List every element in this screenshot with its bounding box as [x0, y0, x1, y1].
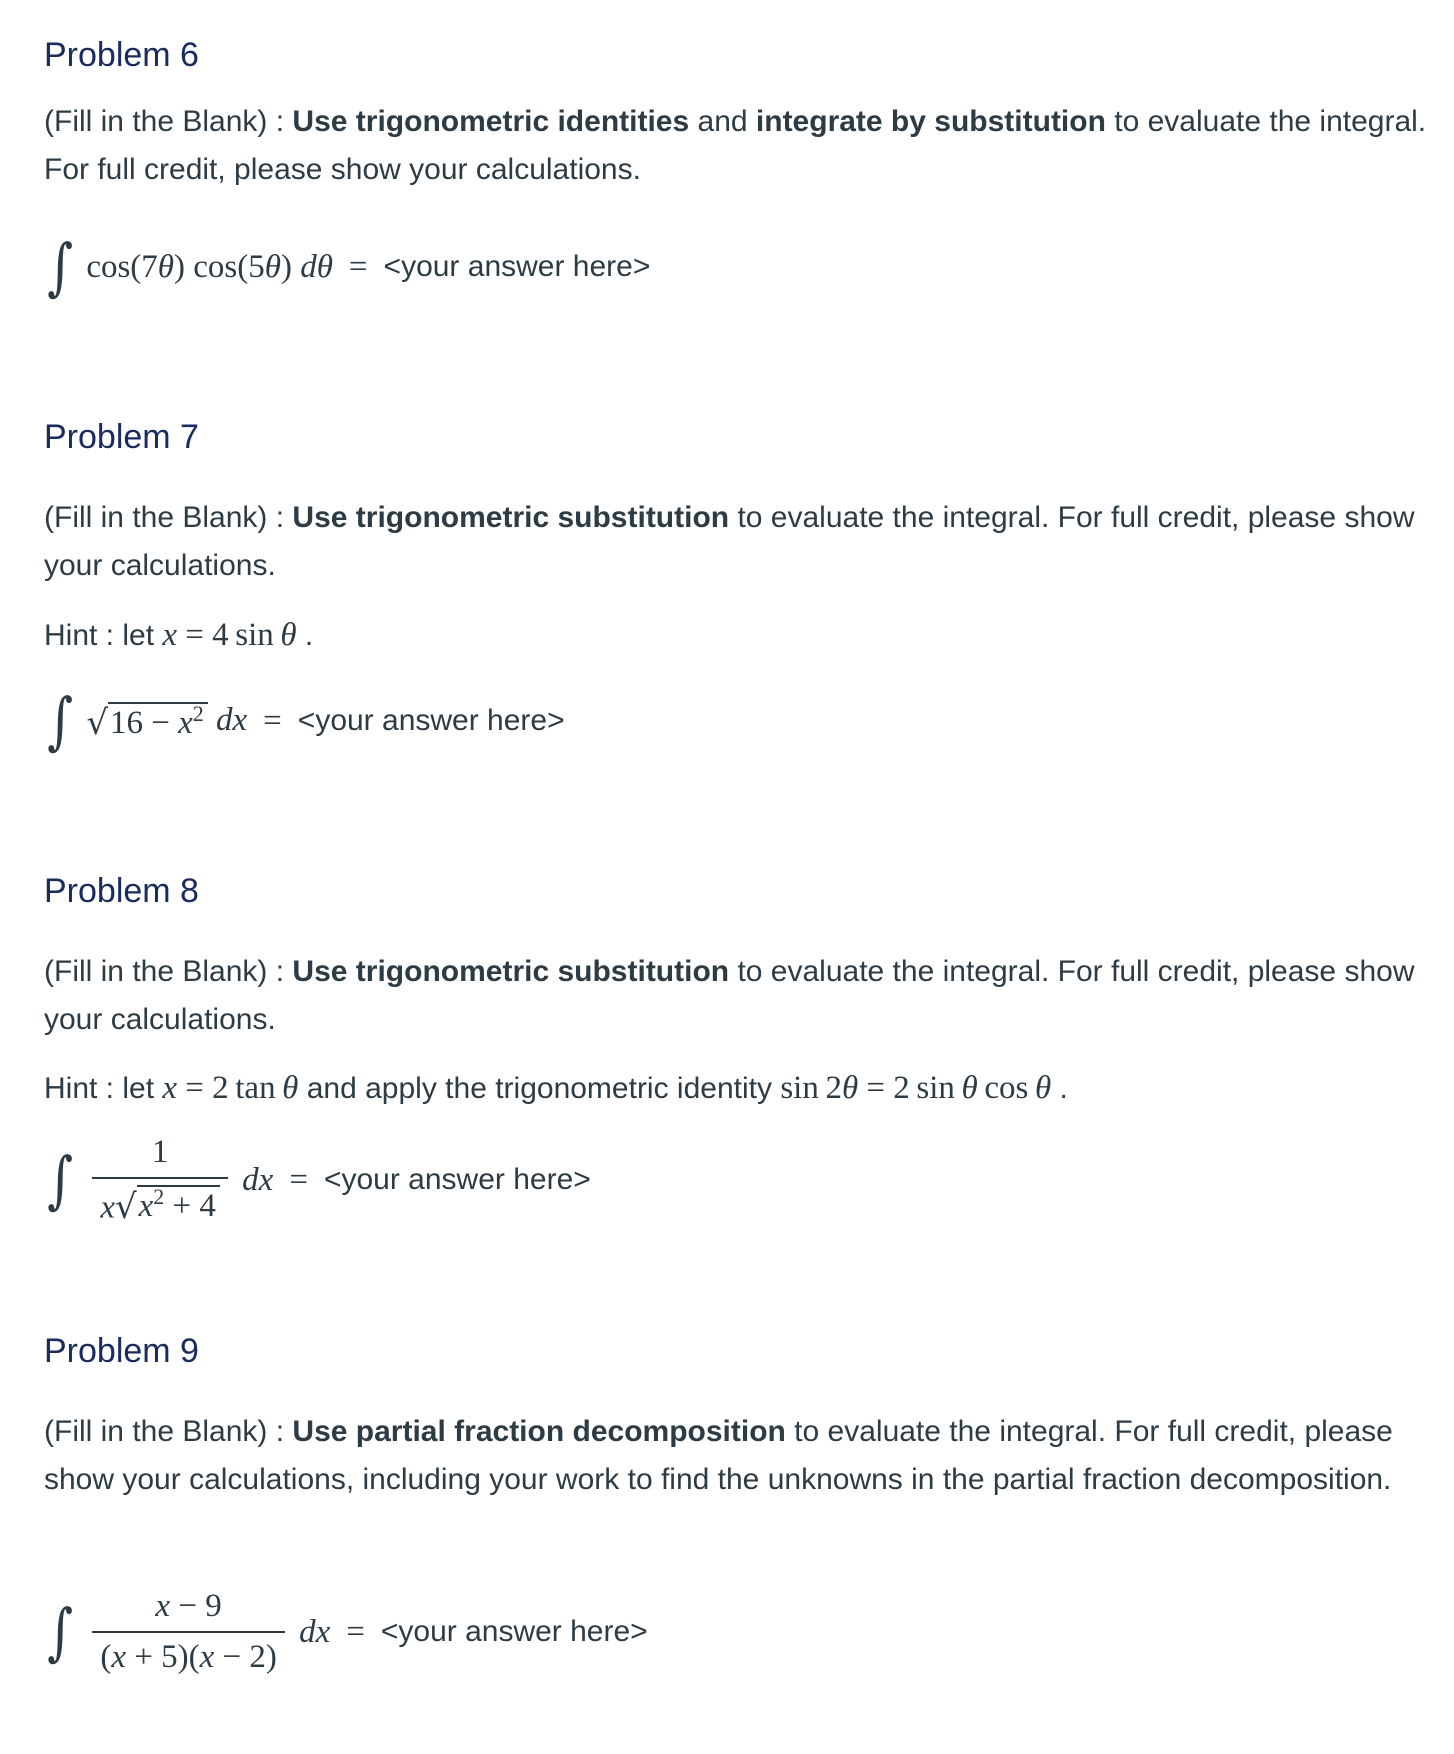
problem-7-hint-substitution: x = 4 sin θ: [162, 617, 297, 653]
fraction: 1 x √ $x^2 + 4$: [92, 1134, 228, 1227]
problem-7-equation: ∫ √ $16 - x^2$ dx = <your answer here>: [47, 684, 565, 757]
integral-sign: ∫: [47, 1595, 74, 1668]
problem-9-heading: Problem 9: [44, 1332, 199, 1370]
square-root: √ $16 - x^2$: [86, 702, 207, 741]
problem-8-heading: Problem 8: [44, 872, 199, 910]
problem-7-answer-blank[interactable]: <your answer here>: [297, 704, 565, 737]
problem-6-heading: Problem 6: [44, 36, 199, 74]
integral-sign: ∫: [47, 684, 74, 757]
integral-sign: ∫: [47, 230, 74, 303]
problem-8-answer-blank[interactable]: <your answer here>: [323, 1163, 591, 1197]
problem-6-integrand: cos(7 θ ) cos(5 θ ) dθ: [86, 248, 333, 285]
problem-8-prompt: (Fill in the Blank) : Use trigonometric substitution to evaluate the integral. For full credit, please show your calculations.: [44, 955, 1415, 1036]
problem-8-hint-identity: sin 2θ = 2 sin θ cos θ: [780, 1070, 1052, 1106]
problem-7-integrand: √ $16 - x^2$ dx: [86, 700, 248, 744]
problem-9-equation: ∫ $\frac{x - 9}{(x + 5)(x - 2)}$ dx = <your answer here>: [47, 1588, 648, 1675]
problem-8-equation: ∫ 1 x √ $x^2 + 4$ dx = <your answer here>: [47, 1134, 591, 1227]
integral-sign: ∫: [47, 1143, 74, 1217]
problem-9-prompt: (Fill in the Blank) : Use partial fraction decomposition to evaluate the integral. For full credit, please show your calculations, including your work to find the unknowns in the partial fraction decomposition.: [44, 1415, 1393, 1496]
problem-9-answer-blank[interactable]: <your answer here>: [380, 1615, 648, 1648]
fraction: $\frac{x - 9}{(x + 5)(x - 2)}$: [92, 1588, 285, 1676]
problem-7-hint: Hint : let x = 4 sin θ .: [44, 617, 314, 653]
problem-8-hint-substitution: x = 2 tan θ: [162, 1070, 299, 1106]
problem-8-integrand: 1 x √ $x^2 + 4$ dx: [86, 1134, 273, 1227]
problem-7-prompt: (Fill in the Blank) : Use trigonometric substitution to evaluate the integral. For full credit, please show your calculations.: [44, 501, 1415, 582]
problem-6-answer-blank[interactable]: <your answer here>: [383, 250, 651, 283]
problem-9-integrand: $\frac{x - 9}{(x + 5)(x - 2)}$ dx: [86, 1588, 330, 1676]
problem-6-prompt: (Fill in the Blank) : Use trigonometric identities and integrate by substitution to evaluate the integral. For full credit, please show your calculations.: [44, 105, 1427, 186]
problem-7-heading: Problem 7: [44, 418, 199, 456]
problem-6-equation: ∫ cos(7 θ ) cos(5 θ ) dθ = <your answer here>: [47, 230, 651, 303]
problem-8-hint: Hint : let x = 2 tan θ and apply the trigonometric identity sin 2θ = 2 sin θ cos θ .: [44, 1070, 1068, 1106]
